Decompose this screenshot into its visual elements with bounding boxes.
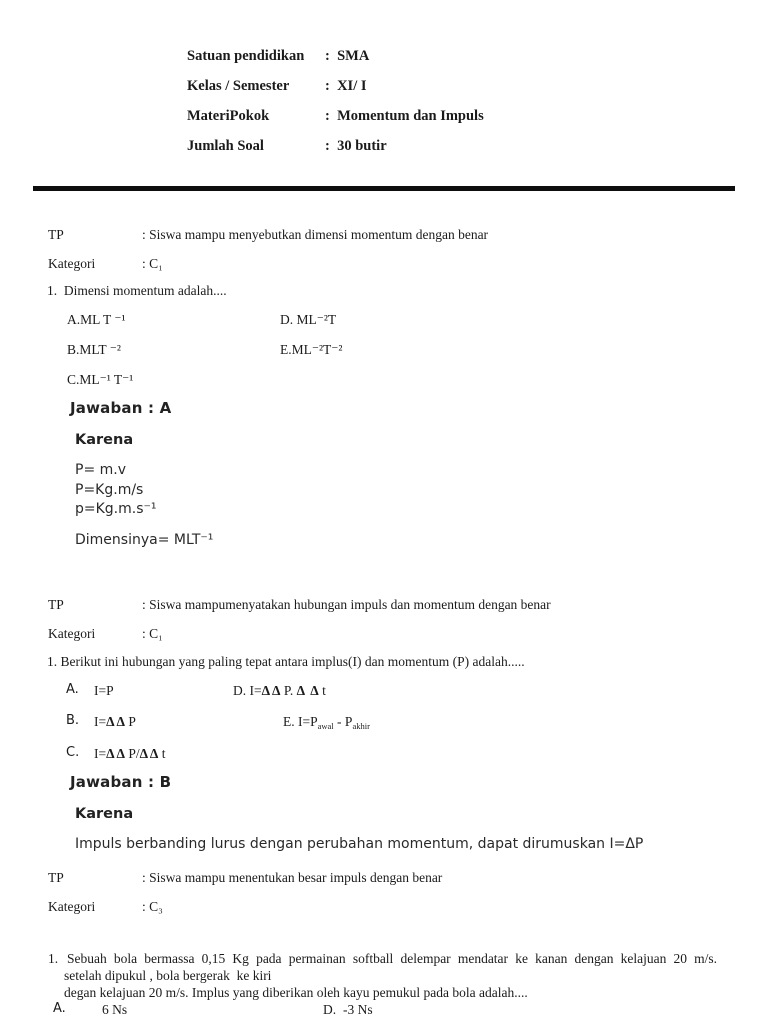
q2-option-e-formula: I=P	[298, 714, 318, 729]
question-3-line3: degan kelajuan 20 m/s. Implus yang diberikan oleh kayu pemukul pada bola adalah....	[64, 985, 528, 1000]
subscript-awal: awal	[317, 721, 334, 731]
q2-option-e-formula: - P	[333, 714, 353, 729]
tp-value: : Siswa mampu menentukan besar impuls dengan benar	[142, 870, 443, 885]
q2-answer: Jawaban : B	[70, 773, 172, 791]
q1-dimension-result: Dimensinya= MLT⁻¹	[75, 532, 214, 548]
q1-option-c: C.ML⁻¹ T⁻¹	[67, 372, 134, 387]
question-3-number: 1.	[48, 951, 59, 966]
q1-because-label: Karena	[75, 432, 134, 448]
q2-option-c-formula-part: P/	[124, 746, 140, 761]
q2-option-e-letter: E.	[283, 714, 298, 729]
kategori-label: Kategori	[48, 626, 96, 641]
question-3-line2: setelah dipukul , bola bergerak ke kiri	[64, 968, 272, 983]
q3-option-a-value: 6 Ns	[102, 1002, 128, 1017]
delta-symbol: Δ Δ	[296, 683, 319, 698]
q2-because-label: Karena	[75, 806, 134, 822]
q1-work-line: p=Kg.m.s⁻¹	[75, 501, 157, 517]
q2-explanation: Impuls berbanding lurus dengan perubahan momentum, dapat dirumuskan I=ΔP	[75, 836, 644, 852]
q2-option-d	[233, 683, 326, 698]
q1-answer: Jawaban : A	[70, 399, 172, 417]
q3-option-a-letter: A.	[53, 1001, 66, 1016]
kategori-value: : C₁	[142, 256, 163, 271]
q1-work-line: P=Kg.m/s	[75, 482, 144, 498]
header-value-materi-pokok: : Momentum dan Impuls	[325, 108, 484, 124]
q2-option-b-formula	[94, 714, 136, 729]
tp-label: TP	[48, 597, 64, 612]
header-label-satuan-pendidikan: Satuan pendidikan	[187, 48, 305, 64]
q2-option-d-formula: I=	[249, 683, 262, 698]
header-label-jumlah-soal: Jumlah Soal	[187, 138, 264, 154]
q2-option-b-formula-part: P	[124, 714, 136, 729]
tp-value: : Siswa mampumenyatakan hubungan impuls dan momentum dengan benar	[142, 597, 551, 612]
q2-option-d-formula: t	[318, 683, 326, 698]
q3-option-d-value: -3 Ns	[343, 1002, 373, 1017]
horizontal-divider	[33, 186, 735, 191]
q2-option-b-letter: B.	[66, 713, 80, 728]
q2-option-e	[283, 714, 370, 732]
question-2-text: 1. Berikut ini hubungan yang paling tepat antara implus(I) dan momentum (P) adalah.....	[47, 654, 525, 669]
header-label-materi-pokok: MateriPokok	[187, 108, 270, 124]
q2-option-c-formula-part: I=	[94, 746, 107, 761]
q2-option-d-letter: D.	[233, 683, 250, 698]
q1-option-d: D. ML⁻²T	[280, 312, 337, 327]
header-value-jumlah-soal: : 30 butir	[325, 138, 387, 154]
q2-option-c-formula	[94, 746, 166, 761]
question-1-text: 1. Dimensi momentum adalah....	[47, 283, 227, 298]
delta-symbol: Δ Δ	[261, 683, 281, 698]
question-3-line1: Sebuah bola bermassa 0,15 Kg pada permainan softball delempar mendatar ke kanan dengan kelajuan 20 m/s.	[67, 951, 717, 966]
delta-symbol: Δ Δ	[139, 746, 159, 761]
q3-option-d-letter: D.	[323, 1002, 337, 1017]
header-value-kelas-semester: : XI/ I	[325, 78, 367, 94]
q1-option-a: A.ML T ⁻¹	[67, 312, 126, 327]
kategori-value: : C₁	[142, 626, 163, 641]
delta-symbol: Δ Δ	[106, 714, 125, 729]
q2-option-c-letter: C.	[66, 745, 80, 760]
q1-option-b: B.MLT ⁻²	[67, 342, 121, 357]
tp-value: : Siswa mampu menyebutkan dimensi momentum dengan benar	[142, 227, 489, 242]
q1-work-line: P= m.v	[75, 462, 126, 478]
q1-option-e: E.ML⁻²T⁻²	[280, 342, 343, 357]
header-label-kelas-semester: Kelas / Semester	[187, 78, 290, 94]
header-value-satuan-pendidikan: : SMA	[325, 48, 370, 64]
delta-symbol: Δ Δ	[106, 746, 125, 761]
q2-option-d-formula: P.	[280, 683, 297, 698]
kategori-value: : C₃	[142, 899, 163, 914]
q2-option-a-letter: A.	[66, 682, 79, 697]
tp-label: TP	[48, 227, 64, 242]
kategori-label: Kategori	[48, 899, 96, 914]
q2-option-c-formula-part: t	[158, 746, 166, 761]
q2-option-b-formula-part: I=	[94, 714, 107, 729]
tp-label: TP	[48, 870, 64, 885]
q2-option-a-formula: I=P	[94, 683, 114, 698]
subscript-akhir: akhir	[352, 721, 370, 731]
kategori-label: Kategori	[48, 256, 96, 271]
